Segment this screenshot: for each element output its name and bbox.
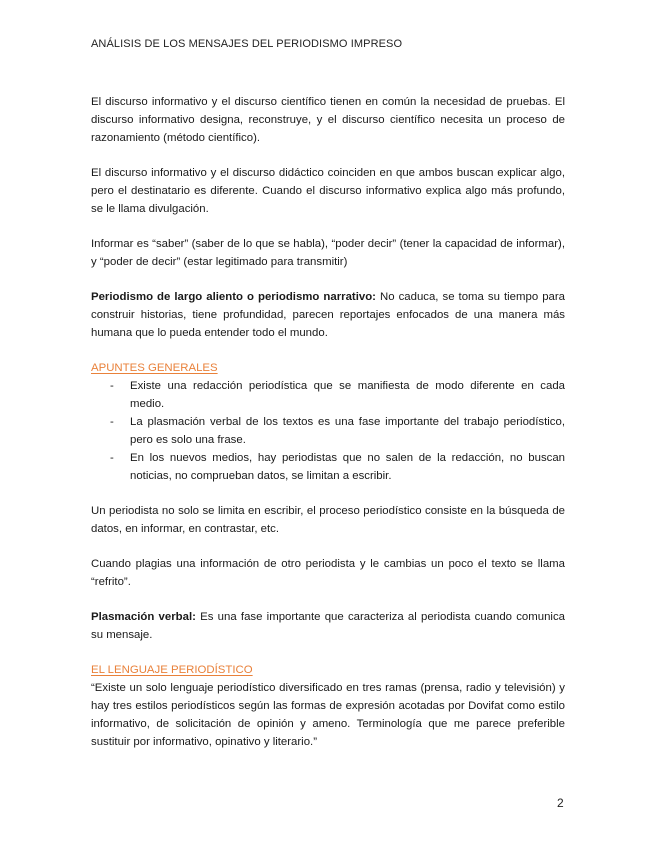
definition-plasmacion-verbal: Es una fase importante que caracteriza al periodista cuando comunica su mensaje. (91, 611, 565, 641)
list-item (91, 449, 565, 485)
quote-lenguaje-periodistico: “Existe un solo lenguaje periodístico diversificado en tres ramas (prensa, radio y televisión) y hay tres estilos periodísticos según las formas de expresión acotadas por Dovifat como estilo informativo, de solicitación de opinión y ameno. Terminología que me parece preferible sustituir por informativo, opinativo y literario.” (91, 682, 565, 748)
list-item (91, 413, 565, 449)
dash-bullet: - (110, 452, 114, 464)
apuntes-list (91, 377, 565, 485)
running-header: ANÁLISIS DE LOS MENSAJES DEL PERIODISMO IMPRESO (91, 38, 403, 50)
section-heading-lenguaje: EL LENGUAJE PERIODÍSTICO (91, 664, 253, 676)
list-item (91, 377, 565, 413)
term-periodismo-narrativo: Periodismo de largo aliento o periodismo narrativo: (91, 291, 376, 303)
paragraph-plasmacion-verbal (91, 608, 565, 644)
paragraph-discurso-cientifico: El discurso informativo y el discurso científico tienen en común la necesidad de pruebas. El discurso informativo designa, reconstruye, y el discurso científico necesita un proceso de razonamiento (método científico). (91, 96, 565, 144)
page-body (91, 93, 565, 751)
term-plasmacion-verbal: Plasmación verbal: (91, 611, 196, 623)
paragraph-periodismo-narrativo (91, 288, 565, 342)
paragraph-refrito: Cuando plagias una información de otro periodista y le cambias un poco el texto se llama “refrito”. (91, 558, 565, 588)
list-item-text: En los nuevos medios, hay periodistas que no salen de la redacción, no buscan noticias, no comprueban datos, se limitan a escribir. (130, 452, 565, 482)
paragraph-discurso-didactico: El discurso informativo y el discurso didáctico coinciden en que ambos buscan explicar algo, pero el destinatario es diferente. Cuando el discurso informativo explica algo más profundo, se le llama divulgación. (91, 167, 565, 215)
paragraph-informar: Informar es “saber” (saber de lo que se habla), “poder decir” (tener la capacidad de informar), y “poder de decir” (estar legitimado para transmitir) (91, 238, 565, 268)
list-item-text: Existe una redacción periodística que se manifiesta de modo diferente en cada medio. (130, 380, 565, 410)
list-item-text: La plasmación verbal de los textos es una fase importante del trabajo periodístico, pero es solo una frase. (130, 416, 565, 446)
dash-bullet: - (110, 380, 114, 392)
page-number: 2 (557, 796, 564, 810)
dash-bullet: - (110, 416, 114, 428)
section-heading-apuntes: APUNTES GENERALES (91, 362, 218, 374)
definition-periodismo-narrativo: No caduca, se toma su tiempo para construir historias, tiene profundidad, parecen reportajes enfocados de una manera más humana que lo pueda entender todo el mundo. (91, 291, 565, 339)
paragraph-proceso-periodistico: Un periodista no solo se limita en escribir, el proceso periodístico consiste en la búsqueda de datos, en informar, en contrastar, etc. (91, 505, 565, 535)
